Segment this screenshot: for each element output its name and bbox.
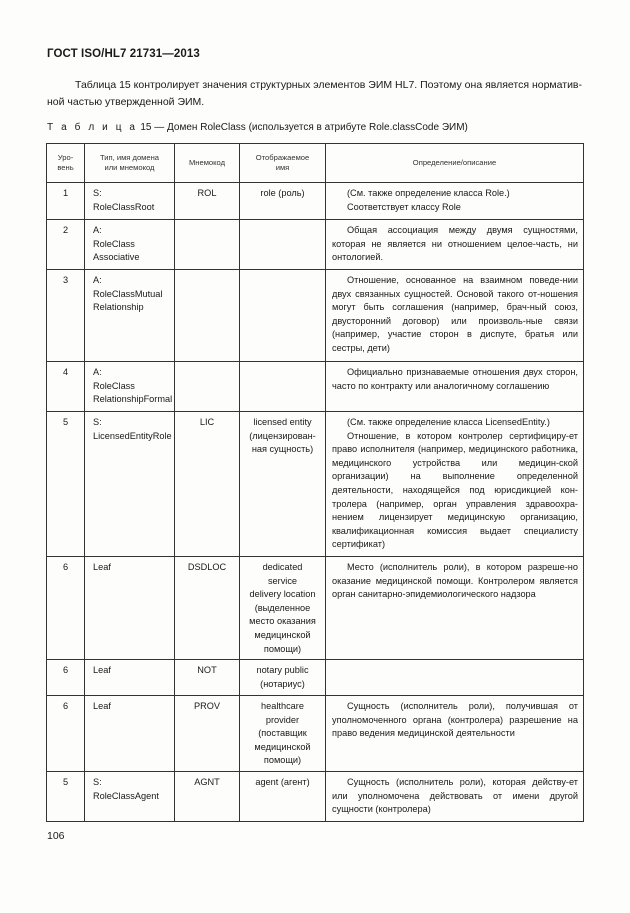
cell-definition	[326, 695, 584, 771]
type-line: A:	[93, 225, 102, 235]
cell-type	[85, 695, 175, 771]
header-mnemonic	[175, 144, 240, 183]
cell-level: 3	[47, 270, 85, 362]
cell-mnemonic	[175, 270, 240, 362]
table-row	[47, 771, 584, 821]
display-line: (нотариус)	[260, 678, 305, 689]
display-line: dedicated	[262, 561, 303, 572]
table-caption-label: Т а б л и ц а	[47, 122, 138, 133]
cell-mnemonic: ROL	[175, 183, 240, 220]
table-row	[47, 220, 584, 270]
display-line: помощи)	[263, 643, 302, 654]
header-line: Мнемокод	[188, 158, 226, 167]
table-body	[47, 183, 584, 822]
definition-paragraph: Сущность (исполнитель роли), получившая от уполномоченного органа (контролера) разрешение на право ведения медицинской деятельности	[332, 700, 578, 739]
type-line: S:	[93, 776, 102, 787]
cell-display-name	[240, 556, 326, 659]
header-line: Определение/описание	[412, 158, 497, 167]
table-row	[47, 412, 584, 557]
display-line: ная сущность)	[251, 444, 314, 455]
display-line: помощи)	[263, 755, 302, 766]
cell-definition	[326, 659, 584, 695]
cell-definition	[326, 220, 584, 270]
cell-display-name	[240, 270, 326, 362]
cell-mnemonic: DSDLOC	[175, 556, 240, 659]
document-header: ГОСТ ISO/HL7 21731—2013	[47, 48, 200, 60]
cell-mnemonic: AGNT	[175, 771, 240, 821]
cell-type	[85, 220, 175, 270]
display-line: (лицензирован-	[249, 430, 316, 441]
cell-display-name	[240, 771, 326, 821]
type-line: RoleClassAgent	[93, 790, 159, 801]
definition-paragraph: Сущность (исполнитель роли), которая действу-ет или уполномочена действовать от имени другой сущности (контролера)	[332, 776, 578, 815]
cell-mnemonic: PROV	[175, 695, 240, 771]
table-row	[47, 183, 584, 220]
cell-type	[85, 659, 175, 695]
roleclass-table	[46, 143, 584, 822]
header-line: или мнемокод	[104, 163, 155, 172]
display-line: медицинской	[254, 741, 311, 752]
cell-level: 2	[47, 220, 85, 270]
display-line: notary public	[256, 664, 309, 675]
cell-mnemonic	[175, 220, 240, 270]
cell-type	[85, 362, 175, 412]
definition-paragraph: Общая ассоциация между двумя сущностями, которая не является ни отношением целое-часть, ни онтологией.	[332, 225, 578, 263]
cell-level: 6	[47, 659, 85, 695]
cell-type	[85, 183, 175, 220]
cell-mnemonic	[175, 362, 240, 412]
cell-display-name	[240, 659, 326, 695]
cell-display-name	[240, 412, 326, 557]
type-line: Relationship	[93, 302, 144, 313]
definition-paragraph: Место (исполнитель роли), в котором разреше-но оказание медицинской помощи. Контролером является орган санитарно-эпидемиологического надзора	[332, 561, 578, 600]
display-line: место оказания	[249, 616, 316, 627]
cell-type	[85, 771, 175, 821]
definition-paragraph: Официально признаваемые отношения двух сторон, часто по контракту или аналогичному соглашению	[332, 367, 578, 391]
display-line: licensed entity	[253, 417, 312, 427]
header-line: имя	[275, 163, 290, 172]
header-level	[47, 144, 85, 183]
cell-display-name	[240, 362, 326, 412]
display-line: service	[267, 575, 298, 586]
type-line: Leaf	[93, 561, 111, 572]
type-line: A:	[93, 367, 102, 377]
display-line: медицинской	[254, 629, 311, 640]
intro-line-1: Таблица 15 контролирует значения структурных элементов ЭИМ HL7. Поэтому она является норматив-	[75, 79, 583, 91]
type-line: RoleClass	[93, 238, 135, 249]
type-line: S:	[93, 417, 102, 427]
type-line: Leaf	[93, 664, 111, 675]
intro-paragraph	[47, 77, 587, 111]
page-number: 106	[47, 830, 65, 842]
cell-mnemonic: NOT	[175, 659, 240, 695]
type-line: RelationshipFormal	[93, 394, 173, 405]
header-display-name	[240, 144, 326, 183]
cell-definition	[326, 771, 584, 821]
cell-level: 1	[47, 183, 85, 220]
cell-level: 6	[47, 695, 85, 771]
cell-type	[85, 270, 175, 362]
definition-paragraph: (См. также определение класса LicensedEntity.)	[347, 417, 550, 427]
type-line: A:	[93, 275, 102, 285]
definition-paragraph: Отношение, основанное на взаимном поведе-нии двух связанных сущностей. Основой такого от-ношения могут быть соглашения (например, брач-ный союз, двусторонний договор) или произволь-ные связи (например, участие сторон в диспуте, братья или сестры, дети)	[332, 275, 578, 353]
header-line: вень	[57, 163, 74, 172]
cell-definition	[326, 362, 584, 412]
display-line: provider	[265, 714, 300, 725]
cell-definition	[326, 183, 584, 220]
cell-display-name	[240, 220, 326, 270]
display-line: role (роль)	[260, 188, 305, 198]
header-line: Уро-	[57, 153, 74, 162]
cell-level: 5	[47, 771, 85, 821]
definition-paragraph: (См. также определение класса Role.)	[347, 188, 510, 198]
header-line: Отображаемое	[255, 153, 310, 162]
display-line: (выделенное	[254, 602, 311, 613]
cell-level: 5	[47, 412, 85, 557]
display-line: delivery location	[249, 589, 316, 600]
cell-definition	[326, 556, 584, 659]
cell-definition	[326, 270, 584, 362]
cell-level: 6	[47, 556, 85, 659]
type-line: RoleClassRoot	[93, 201, 155, 212]
header-definition	[326, 144, 584, 183]
table-caption	[47, 122, 468, 133]
header-type	[85, 144, 175, 183]
definition-paragraph: Соответствует классу Role	[347, 201, 461, 212]
table-header-row	[47, 144, 584, 183]
header-line: Тип, имя домена	[99, 153, 160, 162]
type-line: RoleClassMutual	[93, 288, 163, 299]
cell-definition	[326, 412, 584, 557]
table-row	[47, 695, 584, 771]
type-line: S:	[93, 188, 102, 198]
display-line: agent (агент)	[255, 776, 310, 787]
cell-display-name	[240, 695, 326, 771]
display-line: (поставщик	[258, 728, 307, 739]
table-row	[47, 659, 584, 695]
type-line: RoleClass	[93, 380, 135, 391]
cell-level: 4	[47, 362, 85, 412]
type-line: Leaf	[93, 700, 111, 711]
cell-type	[85, 556, 175, 659]
cell-type	[85, 412, 175, 557]
cell-mnemonic: LIC	[175, 412, 240, 557]
table-row	[47, 362, 584, 412]
table-row	[47, 556, 584, 659]
cell-display-name	[240, 183, 326, 220]
intro-line-2: ной частью утвержденной ЭИМ.	[47, 96, 205, 108]
definition-paragraph: Отношение, в котором контролер сертифициру-ет право исполнителя (например, медицинского работника, медицинского устройства или медицин-ской организации) на выполнение определенной деятельности, находящейся под юрисдикцией кон-тролера (например, орган управления здравоохра-нением лицензирует медицинскую организацию, квалификационная комиссия выдает специалисту сертификат)	[332, 430, 578, 550]
table-row	[47, 270, 584, 362]
type-line: LicensedEntityRole	[93, 430, 172, 441]
display-line: healthcare	[261, 700, 304, 711]
type-line: Associative	[93, 252, 140, 263]
table-caption-text: 15 — Домен RoleClass (используется в атрибуте Role.classCode ЭИМ)	[140, 122, 468, 133]
